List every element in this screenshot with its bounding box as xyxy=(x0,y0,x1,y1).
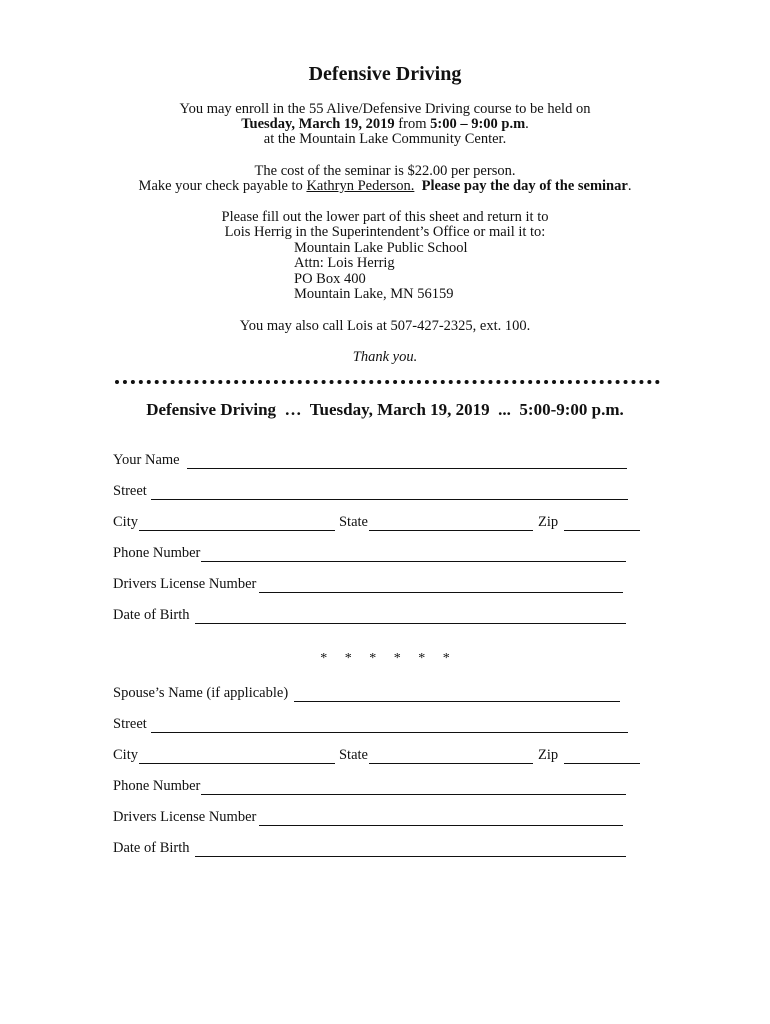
cost-prefix: Make your check payable to xyxy=(138,178,307,194)
spouse-state-label: State xyxy=(338,747,368,763)
section-separator: * * * * * * xyxy=(320,651,450,666)
intro-line-1: You may enroll in the 55 Alive/Defensive Driving course to be held on xyxy=(179,101,591,117)
license-label: Drivers License Number xyxy=(113,576,257,592)
dob-row xyxy=(113,606,626,624)
spouse-name-label: Spouse’s Name (if applicable) xyxy=(113,685,289,701)
street-field[interactable] xyxy=(151,485,628,500)
state-field[interactable] xyxy=(369,516,533,531)
spouse-zip-field[interactable] xyxy=(564,749,640,764)
your-name-label: Your Name xyxy=(113,452,180,468)
spouse-license-label: Drivers License Number xyxy=(113,809,257,825)
city-field[interactable] xyxy=(139,516,335,531)
spouse-name-row xyxy=(113,684,620,702)
spouse-phone-field[interactable] xyxy=(201,780,626,795)
state-label: State xyxy=(338,514,368,530)
intro-line-3: at the Mountain Lake Community Center. xyxy=(263,131,507,147)
cost-line-2 xyxy=(0,178,770,194)
course-time: 5:00 – 9:00 p.m xyxy=(430,116,526,132)
address-line-1: Mountain Lake Public School xyxy=(294,240,468,256)
document-title: Defensive Driving xyxy=(308,63,462,85)
spouse-phone-row xyxy=(113,777,626,795)
spouse-zip-label: Zip xyxy=(537,747,559,763)
course-date: Tuesday, March 19, 2019 xyxy=(241,116,395,132)
spouse-city-state-zip-row xyxy=(113,746,640,764)
spouse-dob-label: Date of Birth xyxy=(113,840,190,856)
dob-label: Date of Birth xyxy=(113,607,190,623)
city-label: City xyxy=(113,514,138,530)
pay-note: Please pay the day of the seminar xyxy=(421,178,628,194)
intro-from: from xyxy=(394,116,431,132)
spouse-dob-row xyxy=(113,839,626,857)
zip-field[interactable] xyxy=(564,516,640,531)
return-line-2: Lois Herrig in the Superintendent’s Office or mail it to: xyxy=(224,224,546,240)
spouse-name-field[interactable] xyxy=(294,687,620,702)
form-heading: Defensive Driving … Tuesday, March 19, 2019 ... 5:00-9:00 p.m. xyxy=(146,400,624,419)
spouse-city-field[interactable] xyxy=(139,749,335,764)
street-row xyxy=(113,482,628,500)
intro-line-2 xyxy=(0,116,770,132)
spouse-street-field[interactable] xyxy=(151,718,628,733)
spouse-phone-label: Phone Number xyxy=(113,778,201,794)
spouse-license-row xyxy=(113,808,623,826)
phone-note: You may also call Lois at 507-427-2325, ext. 100. xyxy=(239,318,531,334)
phone-label: Phone Number xyxy=(113,545,201,561)
dob-field[interactable] xyxy=(195,609,626,624)
cut-line-divider xyxy=(115,380,660,384)
spouse-dob-field[interactable] xyxy=(195,842,626,857)
your-name-row xyxy=(113,451,627,469)
spouse-street-label: Street xyxy=(113,716,147,732)
address-line-4: Mountain Lake, MN 56159 xyxy=(294,286,454,302)
return-line-1: Please fill out the lower part of this sheet and return it to xyxy=(221,209,549,225)
license-field[interactable] xyxy=(259,578,623,593)
intro-period: . xyxy=(525,116,529,132)
spouse-state-field[interactable] xyxy=(369,749,533,764)
spouse-city-label: City xyxy=(113,747,138,763)
cost-line-1: The cost of the seminar is $22.00 per person. xyxy=(254,163,516,179)
license-row xyxy=(113,575,623,593)
city-state-zip-row xyxy=(113,513,640,531)
thank-you: Thank you. xyxy=(352,349,418,365)
zip-label: Zip xyxy=(537,514,559,530)
payee-name: Kathryn Pederson. xyxy=(306,178,415,194)
phone-field[interactable] xyxy=(201,547,626,562)
spouse-license-field[interactable] xyxy=(259,811,623,826)
address-line-3: PO Box 400 xyxy=(294,271,366,287)
spouse-street-row xyxy=(113,715,628,733)
cost-period: . xyxy=(627,178,632,194)
address-line-2: Attn: Lois Herrig xyxy=(294,255,395,271)
street-label: Street xyxy=(113,483,147,499)
your-name-field[interactable] xyxy=(187,454,627,469)
phone-row xyxy=(113,544,626,562)
